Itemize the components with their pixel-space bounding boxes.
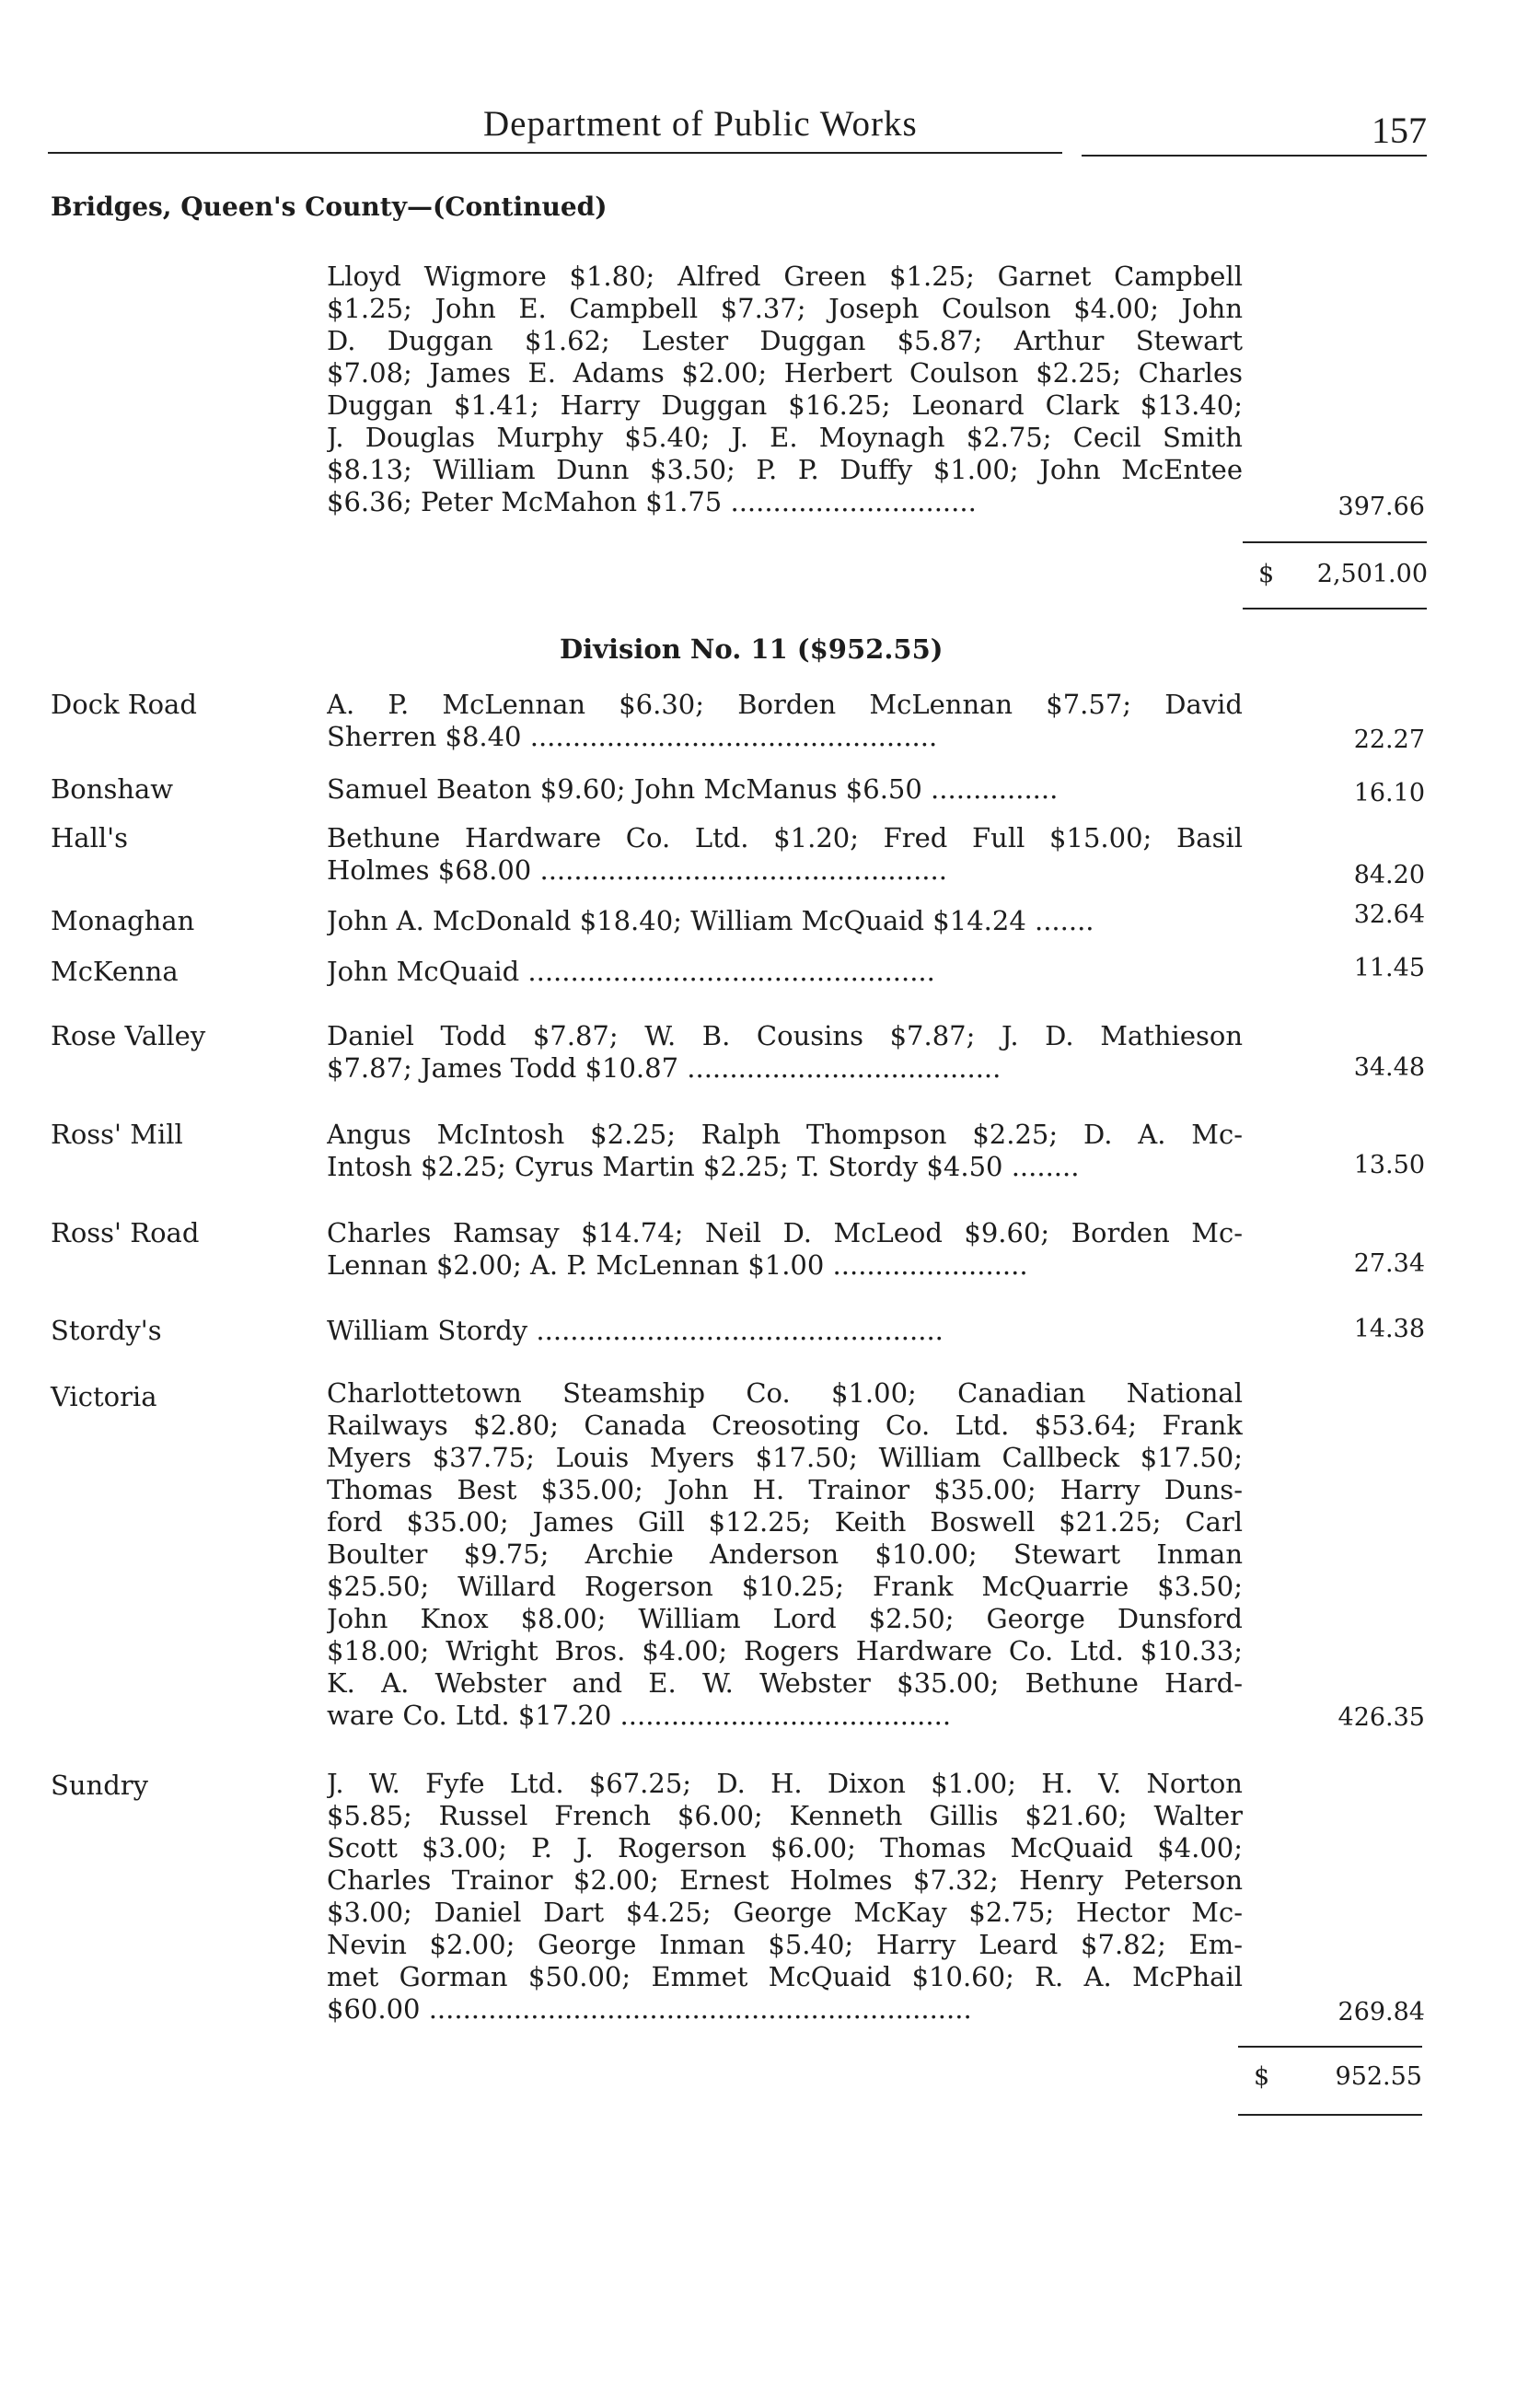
text-line: $6.36; Peter McMahon $1.75 ............................. (327, 486, 977, 517)
entry-text (327, 689, 1243, 753)
division-total-rule (1238, 2114, 1422, 2116)
text-line: Thomas Best $35.00; John H. Trainor $35.00; Harry Duns- (327, 1474, 1243, 1505)
division-subtotal-rule (1238, 2046, 1422, 2048)
entry-text (327, 1020, 1243, 1085)
text-line: Holmes $68.00 ................................................ (327, 854, 947, 886)
text-line: $5.85; Russel French $6.00; Kenneth Gillis $21.60; Walter (327, 1800, 1243, 1831)
entry-amount: 13.50 (1353, 1151, 1425, 1179)
header-rule-left (48, 152, 1062, 154)
text-line: A. P. McLennan $6.30; Borden McLennan $7.57; David (327, 689, 1243, 720)
entry-amount: 269.84 (1337, 1998, 1425, 2026)
text-line: $60.00 ................................................................ (327, 1993, 972, 2025)
section-title: Bridges, Queen's County—(Continued) (51, 192, 608, 222)
text-line: Charlottetown Steamship Co. $1.00; Canadian National (327, 1377, 1243, 1409)
text-line: $3.00; Daniel Dart $4.25; George McKay $2.75; Hector Mc- (327, 1897, 1243, 1928)
text-line: J. W. Fyfe Ltd. $67.25; D. H. Dixon $1.00; H. V. Norton (327, 1768, 1243, 1799)
entry-place: Dock Road (51, 689, 197, 720)
division-total-symbol: $ (1254, 2062, 1270, 2091)
text-line: ware Co. Ltd. $17.20 ....................................... (327, 1700, 952, 1731)
entry-text (327, 1377, 1243, 1732)
entry-amount: 32.64 (1353, 900, 1425, 929)
text-line: William Stordy ................................................ (327, 1315, 944, 1346)
entry-amount: 22.27 (1353, 726, 1425, 754)
subtotal-rule (1243, 541, 1427, 543)
continued-entry-text (327, 261, 1243, 518)
text-line: John McQuaid ................................................ (327, 956, 935, 987)
text-line: Intosh $2.25; Cyrus Martin $2.25; T. Stordy $4.50 ........ (327, 1151, 1080, 1182)
text-line: Lloyd Wigmore $1.80; Alfred Green $1.25; Garnet Campbell (327, 261, 1243, 292)
text-line: met Gorman $50.00; Emmet McQuaid $10.60; R. A. McPhail (327, 1961, 1243, 1992)
text-line: Samuel Beaton $9.60; John McManus $6.50 ............... (327, 773, 1059, 805)
entry-text (327, 822, 1243, 887)
entry-place: McKenna (51, 956, 179, 987)
entry-amount: 11.45 (1353, 954, 1425, 982)
text-line: $7.08; James E. Adams $2.00; Herbert Coulson $2.25; Charles (327, 357, 1243, 389)
text-line: Angus McIntosh $2.25; Ralph Thompson $2.25; D. A. Mc- (327, 1119, 1243, 1150)
entry-place: Monaghan (51, 905, 195, 936)
page-header-title: Department of Public Works (483, 104, 918, 144)
division-total-value: 952.55 (1335, 2062, 1422, 2091)
text-line: $7.87; James Todd $10.87 ..................................... (327, 1052, 1002, 1084)
text-line: Charles Ramsay $14.74; Neil D. McLeod $9.60; Borden Mc- (327, 1217, 1243, 1248)
text-line: $25.50; Willard Rogerson $10.25; Frank McQuarrie $3.50; (327, 1571, 1243, 1602)
text-line: John Knox $8.00; William Lord $2.50; George Dunsford (327, 1603, 1243, 1634)
entry-amount: 34.48 (1353, 1053, 1425, 1082)
text-line: Scott $3.00; P. J. Rogerson $6.00; Thomas McQuaid $4.00; (327, 1832, 1243, 1863)
text-line: Boulter $9.75; Archie Anderson $10.00; Stewart Inman (327, 1538, 1243, 1570)
text-line: Myers $37.75; Louis Myers $17.50; William Callbeck $17.50; (327, 1442, 1243, 1473)
entry-text (327, 905, 1243, 937)
entry-amount: 27.34 (1353, 1249, 1425, 1278)
continued-entry-amount: 397.66 (1337, 493, 1425, 521)
text-line: Lennan $2.00; A. P. McLennan $1.00 ....................... (327, 1249, 1028, 1281)
section-total-symbol: $ (1258, 560, 1275, 588)
division-title: Division No. 11 ($952.55) (560, 633, 944, 665)
text-line: John A. McDonald $18.40; William McQuaid $14.24 ....... (327, 905, 1094, 936)
section-total-value: 2,501.00 (1316, 560, 1428, 588)
entry-place: Victoria (51, 1381, 157, 1412)
entry-text (327, 1768, 1243, 2026)
text-line: $18.00; Wright Bros. $4.00; Rogers Hardware Co. Ltd. $10.33; (327, 1635, 1243, 1666)
text-line: Bethune Hardware Co. Ltd. $1.20; Fred Full $15.00; Basil (327, 822, 1243, 853)
text-line: $1.25; John E. Campbell $7.37; Joseph Coulson $4.00; John (327, 293, 1243, 324)
entry-amount: 426.35 (1337, 1703, 1425, 1732)
text-line: Nevin $2.00; George Inman $5.40; Harry Leard $7.82; Em- (327, 1929, 1243, 1960)
entry-amount: 16.10 (1353, 779, 1425, 807)
text-line: K. A. Webster and E. W. Webster $35.00; Bethune Hard- (327, 1667, 1243, 1699)
text-line: D. Duggan $1.62; Lester Duggan $5.87; Arthur Stewart (327, 325, 1243, 356)
header-rule-right (1082, 155, 1427, 157)
entry-place: Ross' Road (51, 1217, 200, 1248)
entry-text (327, 773, 1243, 806)
entry-text (327, 1217, 1243, 1282)
text-line: Duggan $1.41; Harry Duggan $16.25; Leonard Clark $13.40; (327, 389, 1243, 421)
text-line: Daniel Todd $7.87; W. B. Cousins $7.87; J. D. Mathieson (327, 1020, 1243, 1051)
page-number: 157 (1372, 110, 1427, 151)
entry-place: Stordy's (51, 1315, 162, 1346)
text-line: Sherren $8.40 ................................................ (327, 721, 938, 752)
text-line: $8.13; William Dunn $3.50; P. P. Duffy $1.00; John McEntee (327, 454, 1243, 485)
entry-place: Ross' Mill (51, 1119, 183, 1150)
entry-amount: 84.20 (1353, 861, 1425, 889)
entry-place: Rose Valley (51, 1020, 206, 1051)
entry-text (327, 1315, 1243, 1347)
entry-place: Hall's (51, 822, 128, 853)
section-total-rule (1243, 608, 1427, 609)
entry-text (327, 956, 1243, 988)
entry-place: Sundry (51, 1770, 149, 1801)
entry-text (327, 1119, 1243, 1183)
text-line: ford $35.00; James Gill $12.25; Keith Boswell $21.25; Carl (327, 1506, 1243, 1538)
text-line: Railways $2.80; Canada Creosoting Co. Ltd. $53.64; Frank (327, 1410, 1243, 1441)
entry-place: Bonshaw (51, 773, 174, 805)
text-line: J. Douglas Murphy $5.40; J. E. Moynagh $2.75; Cecil Smith (327, 422, 1243, 453)
text-line: Charles Trainor $2.00; Ernest Holmes $7.32; Henry Peterson (327, 1864, 1243, 1896)
entry-amount: 14.38 (1353, 1315, 1425, 1343)
